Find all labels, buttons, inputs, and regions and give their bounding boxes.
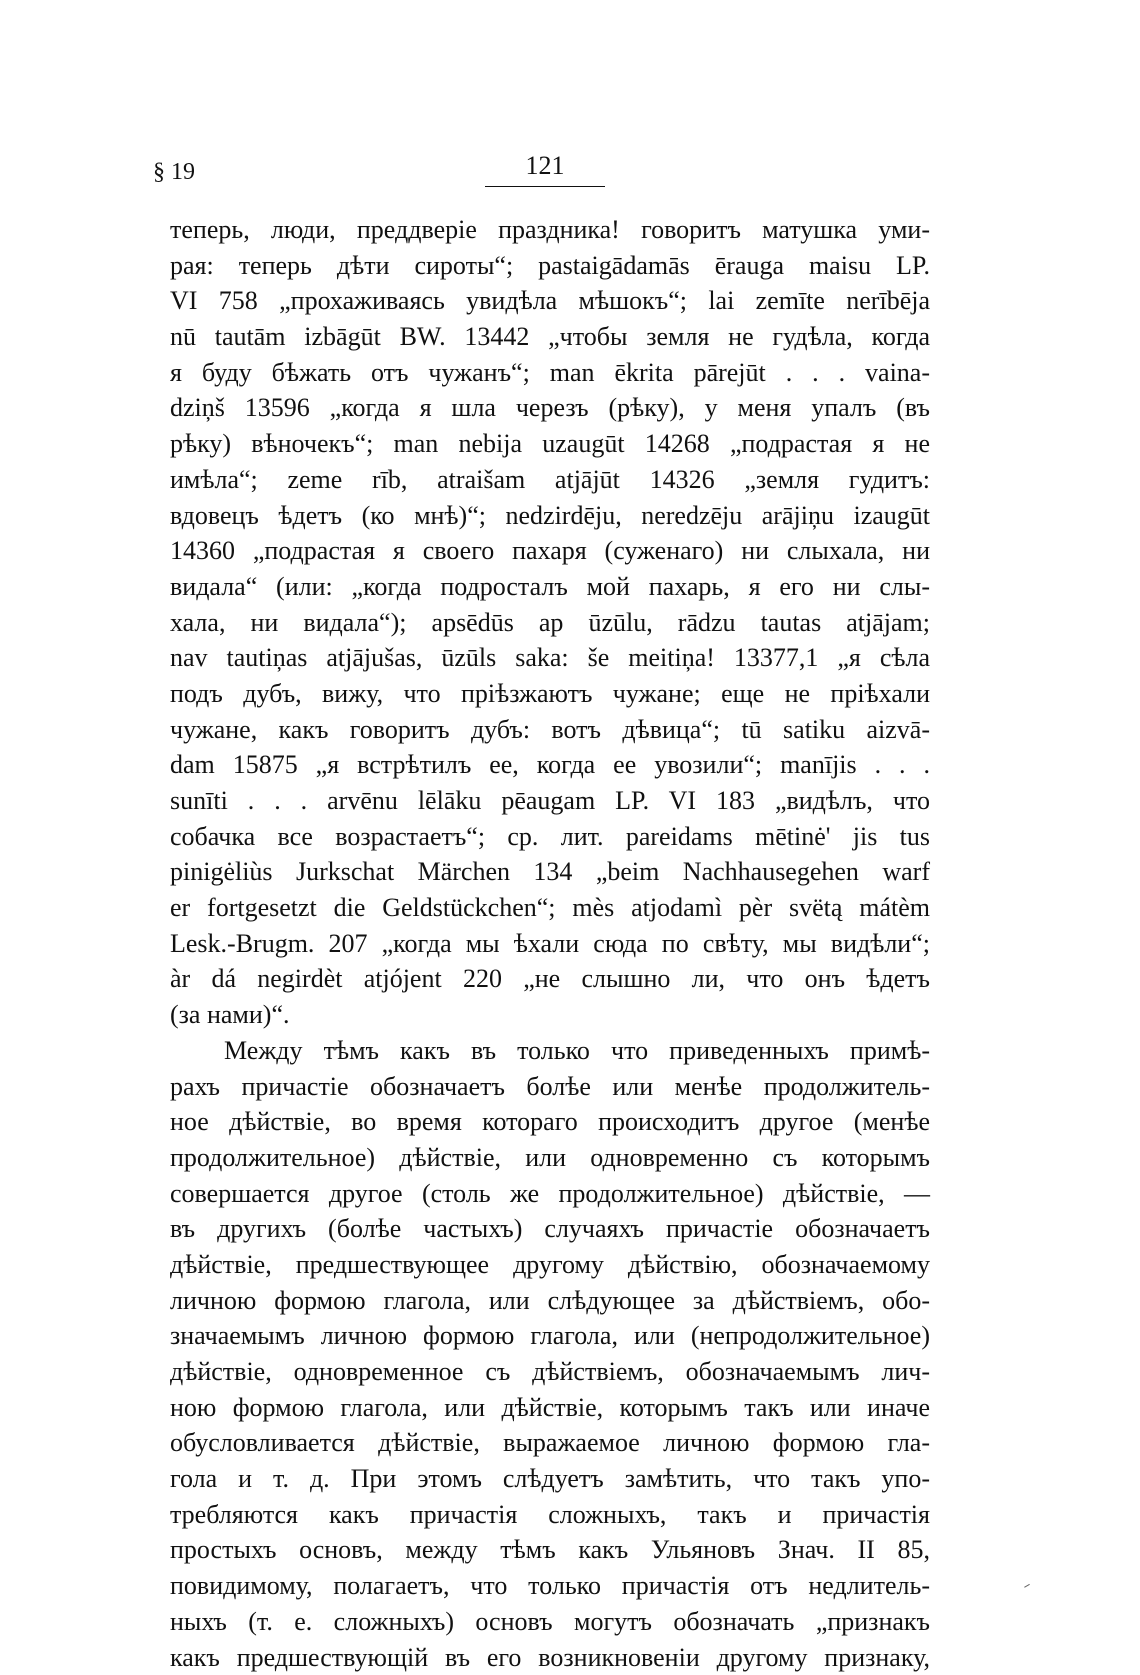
text-line: совершается другое (столь же продолжительное) дѣйствіе, — xyxy=(170,1176,930,1212)
text-line: àr dá negirdèt atjójent 220 „не слышно ли, что онъ ѣдетъ xyxy=(170,961,930,997)
text-line: dziņš 13596 „когда я шла черезъ (рѣку), у меня упалъ (въ xyxy=(170,390,930,426)
text-line: er fortgesetzt die Geldstückchen“; mès atjodamì pèr svëtą mátèm xyxy=(170,890,930,926)
text-line: продолжительное) дѣйствіе, или одновременно съ которымъ xyxy=(170,1140,930,1176)
text-line: чужане, какъ говоритъ дубъ: вотъ дѣвица“; tū satiku aizvā- xyxy=(170,712,930,748)
text-line: собачка все возрастаетъ“; ср. лит. pareidams mētinė' jis tus xyxy=(170,819,930,855)
text-line: nav tautiņas atjājušas, ūzūls saka: še meitiņa! 13377,1 „я сѣла xyxy=(170,640,930,676)
text-line: Lesk.-Brugm. 207 „когда мы ѣхали сюда по свѣту, мы видѣли“; xyxy=(170,926,930,962)
text-line: вдовецъ ѣдетъ (ко мнѣ)“; nedzirdēju, neredzēju arājiņu izaugūt xyxy=(170,498,930,534)
section-number: § 19 xyxy=(153,158,195,186)
text-line: 14360 „подрастая я своего пахаря (суженаго) ни слыхала, ни xyxy=(170,533,930,569)
text-line: хала, ни видала“); apsēdūs ap ūzūlu, rādzu tautas atjājam; xyxy=(170,605,930,641)
text-line: личною формою глагола, или слѣдующее за дѣйствіемъ, обо- xyxy=(170,1283,930,1319)
text-line: рахъ причастіе обозначаетъ болѣе или менѣе продолжитель- xyxy=(170,1069,930,1105)
text-line: обусловливается дѣйствіе, выражаемое личною формою гла- xyxy=(170,1425,930,1461)
text-line: ное дѣйствіе, во время котораго происходитъ другое (менѣе xyxy=(170,1104,930,1140)
text-line: я буду бѣжать отъ чужанъ“; man ēkrita pārejūt . . . vaina- xyxy=(170,355,930,391)
text-line: dam 15875 „я встрѣтилъ ее, когда ее увозили“; manījis . . . xyxy=(170,747,930,783)
text-line: VI 758 „прохаживаясь увидѣла мѣшокъ“; lai zemīte nerībēja xyxy=(170,283,930,319)
text-line: имѣла“; zeme rīb, atraišam atjājūt 14326 „земля гудитъ: xyxy=(170,462,930,498)
text-line: гола и т. д. При этомъ слѣдуетъ замѣтить, что такъ упо- xyxy=(170,1461,930,1497)
text-line: (за нами)“. xyxy=(170,997,930,1033)
text-line: требляются какъ причастія сложныхъ, такъ и причастія xyxy=(170,1497,930,1533)
text-line: какъ предшествующій въ его возникновеніи другому признаку, xyxy=(170,1640,930,1675)
text-line: простыхъ основъ, между тѣмъ какъ Ульяновъ Знач. II 85, xyxy=(170,1532,930,1568)
scan-speck xyxy=(1024,1584,1032,1591)
text-line: ныхъ (т. е. сложныхъ) основъ могутъ обозначать „признакъ xyxy=(170,1604,930,1640)
text-line: рѣку) вѣночекъ“; man nebija uzaugūt 14268 „подрастая я не xyxy=(170,426,930,462)
text-line: sunīti . . . arvēnu lēlāku pēaugam LP. VI 183 „видѣлъ, что xyxy=(170,783,930,819)
text-line: ною формою глагола, или дѣйствіе, которымъ такъ или иначе xyxy=(170,1390,930,1426)
text-line: теперь, люди, преддверіе праздника! говоритъ матушка уми- xyxy=(170,212,930,248)
text-line: nū tautām izbāgūt BW. 13442 „чтобы земля не гудѣла, когда xyxy=(170,319,930,355)
text-line: дѣйствіе, одновременное съ дѣйствіемъ, обозначаемымъ лич- xyxy=(170,1354,930,1390)
page-number-rule xyxy=(485,186,605,187)
text-line: дѣйствіе, предшествующее другому дѣйствію, обозначаемому xyxy=(170,1247,930,1283)
text-line: видала“ (или: „когда подросталъ мой пахарь, я его ни слы- xyxy=(170,569,930,605)
text-line: подъ дубъ, вижу, что пріѣзжаютъ чужане; еще не пріѣхали xyxy=(170,676,930,712)
text-line: въ другихъ (болѣе частыхъ) случаяхъ причастіе обозначаетъ xyxy=(170,1211,930,1247)
text-line: повидимому, полагаетъ, что только причастія отъ недлитель- xyxy=(170,1568,930,1604)
text-line: рая: теперь дѣти сироты“; pastaigādamās ērauga maisu LP. xyxy=(170,248,930,284)
page-number: 121 xyxy=(485,150,605,182)
text-line: значаемымъ личною формою глагола, или (непродолжительное) xyxy=(170,1318,930,1354)
text-line: Между тѣмъ какъ въ только что приведенныхъ примѣ- xyxy=(170,1033,930,1069)
body-text xyxy=(170,212,930,1675)
text-line: pinigėliùs Jurkschat Märchen 134 „beim Nachhausegehen warf xyxy=(170,854,930,890)
